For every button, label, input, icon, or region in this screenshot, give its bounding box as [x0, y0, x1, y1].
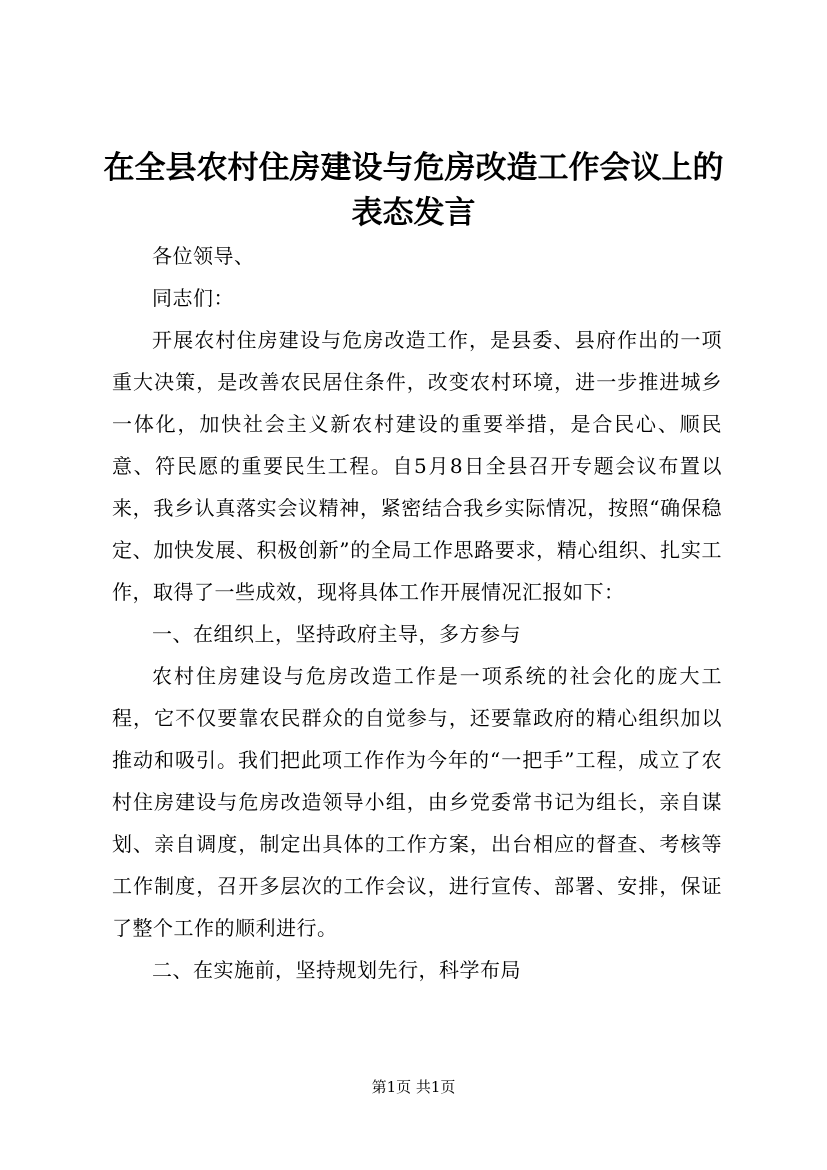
section-heading-2: 二、在实施前，坚持规划先行，科学布局	[152, 958, 521, 982]
salutation-comrades: 同志们：	[152, 286, 234, 310]
title-line-2: 表态发言	[351, 195, 476, 231]
title-line-1: 在全县农村住房建设与危房改造工作会议上的	[103, 150, 724, 186]
section-heading-1: 一、在组织上，坚持政府主导，多方参与	[152, 622, 521, 646]
document-body	[112, 235, 722, 991]
page-footer: 第1页 共1页	[371, 1078, 456, 1096]
document-title	[0, 146, 827, 236]
paragraph-intro: 开展农村住房建设与危房改造工作，是县委、县府作出的一项重大决策，是改善农民居住条件，改变农村环境，进一步推进城乡一体化，加快社会主义新农村建设的重要举措，是合民心、顺民意、符民愿的重要民生工程。自5月8日全县召开专题会议布置以来，我乡认真落实会议精神，紧密结合我乡实际情况，按照“确保稳定、加快发展、积极创新”的全局工作思路要求，精心组织、扎实工作，取得了一些成效，现将具体工作开展情况汇报如下：	[112, 328, 722, 604]
salutation-leaders: 各位领导、	[152, 244, 255, 268]
paragraph-organization: 农村住房建设与危房改造工作是一项系统的社会化的庞大工程，它不仅要靠农民群众的自觉参与，还要靠政府的精心组织加以推动和吸引。我们把此项工作作为今年的“一把手”工程，成立了农村住房建设与危房改造领导小组，由乡党委常书记为组长，亲自谋划、亲自调度，制定出具体的工作方案，出台相应的督查、考核等工作制度，召开多层次的工作会议，进行宣传、部署、安排，保证了整个工作的顺利进行。	[112, 664, 722, 940]
